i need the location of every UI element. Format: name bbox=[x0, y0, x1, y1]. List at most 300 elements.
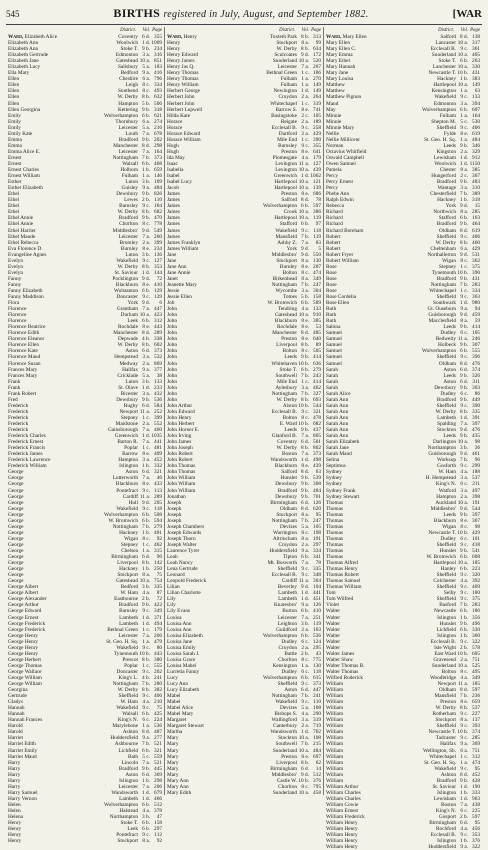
entry-name: Sarah Elizabeth bbox=[326, 439, 360, 446]
entry-district: Shepton M. bbox=[431, 118, 456, 125]
entry-volume: 1 d. bbox=[460, 795, 468, 802]
entry-page: 539 bbox=[313, 475, 321, 482]
register-column-2 bbox=[165, 27, 324, 795]
entry-district: Edmonton bbox=[115, 52, 138, 59]
entry-name: John Joseph bbox=[167, 445, 193, 452]
entry-volume: 6 d. bbox=[460, 378, 468, 385]
entry-volume: 6 b. bbox=[142, 287, 150, 294]
entry-volume: 8 a. bbox=[460, 209, 468, 216]
entry-district: Nottingham bbox=[271, 281, 297, 288]
entry-district: East Ward bbox=[434, 650, 456, 657]
entry-name: John Henry bbox=[167, 414, 192, 421]
entry-page: 317 bbox=[472, 40, 480, 47]
entry-volume: 2 a. bbox=[301, 723, 309, 730]
entry-volume: 1 b. bbox=[460, 197, 468, 204]
entry-name: Sarah bbox=[326, 372, 339, 379]
entry-page: 327 bbox=[313, 390, 321, 397]
entry-district: W. Derby bbox=[276, 445, 297, 452]
entry-volume: 1 c. bbox=[301, 100, 309, 107]
entry-page: 299 bbox=[472, 463, 480, 470]
entry-name: Walter bbox=[326, 626, 340, 633]
entry-volume: 9 d. bbox=[460, 451, 468, 458]
entry-page: 113 bbox=[154, 487, 162, 494]
entry-volume: 9 b. bbox=[142, 136, 150, 143]
entry-page: 451 bbox=[313, 596, 321, 603]
entry-name: Ida May bbox=[167, 154, 185, 161]
entry-district: Nottingham bbox=[430, 281, 456, 288]
entry-page: 392 bbox=[472, 578, 480, 585]
entry-district: Leeds bbox=[284, 354, 297, 361]
entry-district: Wakefield bbox=[116, 257, 138, 264]
entry-name: Samuel bbox=[326, 330, 342, 337]
entry-volume: 9 b. bbox=[460, 179, 468, 186]
entry-page: 371 bbox=[154, 614, 162, 621]
entry-page: 334 bbox=[472, 287, 480, 294]
entry-name: Richard bbox=[326, 215, 343, 222]
entry-district: Hunslet bbox=[439, 547, 456, 554]
entry-district: Mansfield bbox=[434, 693, 456, 700]
entry-volume: 11 a. bbox=[139, 493, 150, 500]
entry-district: Glanford B. bbox=[271, 433, 297, 440]
entry-name: Henry Thomas bbox=[167, 70, 199, 77]
entry-volume: 10 a. bbox=[298, 167, 309, 174]
entry-volume: 10 b. bbox=[298, 777, 309, 784]
entry-page: 338 bbox=[154, 336, 162, 343]
entry-name: Lilian Charlotte bbox=[167, 590, 201, 597]
entry-volume: 6 c. bbox=[301, 638, 309, 645]
entry-volume: 9 a. bbox=[142, 185, 150, 192]
entry-name: Mary bbox=[167, 771, 179, 778]
entry-district: Sheffield bbox=[436, 124, 456, 131]
entry-district: Newport bbox=[119, 408, 138, 415]
entry-volume: 8 e. bbox=[301, 324, 309, 331]
entry-name: Walter bbox=[326, 632, 340, 639]
entry-name: Mary Ann bbox=[167, 783, 189, 790]
entry-district: Dewsbury bbox=[275, 481, 297, 488]
entry-page: 322 bbox=[472, 638, 480, 645]
entry-page: 374 bbox=[472, 366, 480, 373]
entry-district: Hempstead bbox=[114, 354, 138, 361]
entry-name: Jessie bbox=[167, 287, 180, 294]
entry-volume: 9 d. bbox=[301, 584, 309, 591]
entry-page: 406 bbox=[472, 124, 480, 131]
entry-district: Sheffield bbox=[436, 233, 456, 240]
entry-name: Henry bbox=[8, 826, 22, 833]
entry-page: 608 bbox=[472, 554, 480, 561]
entry-name: Hugh bbox=[167, 148, 179, 155]
entry-volume: 9 c. bbox=[301, 408, 309, 415]
entry-volume: 8 e. bbox=[301, 106, 309, 113]
entry-district: Stockport bbox=[276, 40, 297, 47]
entry-page: 105 bbox=[313, 523, 321, 530]
entry-district: Southend bbox=[117, 88, 138, 95]
entry-district: Stepney bbox=[438, 263, 456, 270]
entry-name: George bbox=[8, 529, 24, 536]
entry-name: Evelyn bbox=[8, 257, 24, 264]
entry-name: George Edward bbox=[8, 608, 42, 615]
entry-name: Sarah Ann bbox=[326, 427, 349, 434]
entry-volume: 1 c. bbox=[142, 541, 150, 548]
entry-name: Thomas Henry bbox=[326, 566, 358, 573]
entry-volume: 11 a. bbox=[457, 681, 468, 688]
entry-volume: 9 c. bbox=[460, 711, 468, 718]
entry-district: Darlington bbox=[433, 439, 456, 446]
entry-name: William bbox=[326, 723, 344, 730]
entry-page: 429 bbox=[313, 130, 321, 137]
entry-name: Ethel bbox=[8, 203, 20, 210]
entry-district: Kettering bbox=[117, 106, 138, 113]
entry-page: 285 bbox=[472, 209, 480, 216]
entry-district: Liverpool bbox=[276, 759, 297, 766]
entry-name: Lily Evans bbox=[167, 608, 191, 615]
entry-volume: 8 b. bbox=[301, 342, 309, 349]
entry-volume: 10 a. bbox=[457, 82, 468, 89]
entry-name: Gladys bbox=[8, 699, 24, 706]
entry-district: Bradford bbox=[436, 179, 456, 186]
entry-page: 319 bbox=[313, 100, 321, 107]
entry-district: Wolverhampton bbox=[104, 511, 138, 518]
entry-name: Thomas bbox=[326, 535, 344, 542]
entry-name: Richard bbox=[326, 209, 343, 216]
entry-page: 555 bbox=[472, 348, 480, 355]
entry-district: Leeds bbox=[443, 324, 456, 331]
entry-volume: 1 d. bbox=[301, 173, 309, 180]
entry-name: Evangeline Agnes bbox=[8, 251, 47, 258]
entry-name: Job bbox=[167, 300, 175, 307]
entry-name: Henry James bbox=[167, 58, 195, 65]
entry-page: 99 bbox=[315, 40, 321, 47]
entry-page: 129 bbox=[154, 287, 162, 294]
entry-district: St. Geo. H. Sq. bbox=[424, 759, 456, 766]
entry-name: John bbox=[167, 330, 178, 337]
entry-page: 378 bbox=[154, 808, 162, 814]
entry-district: Toxteth Park bbox=[269, 34, 297, 40]
entry-volume: 3 b. bbox=[301, 620, 309, 627]
entry-page: 549 bbox=[154, 227, 162, 234]
entry-district: Guisborough bbox=[428, 312, 456, 319]
entry-volume: 6 a. bbox=[460, 245, 468, 252]
entry-name: Ward, Henry bbox=[167, 34, 197, 40]
entry-page: 72 bbox=[156, 275, 162, 282]
entry-name: Mary Jane bbox=[326, 70, 349, 77]
entry-name: Jane Ann bbox=[167, 263, 187, 270]
entry-page: 531 bbox=[472, 251, 480, 258]
entry-name: Mary Ellen bbox=[326, 40, 350, 47]
entry-district: Hampton bbox=[436, 493, 456, 500]
entry-name: Helena bbox=[8, 814, 23, 821]
entry-volume: 3 a. bbox=[460, 100, 468, 107]
entry-page: 119 bbox=[313, 215, 321, 222]
entry-name: George bbox=[8, 475, 24, 482]
entry-volume: 9 c. bbox=[142, 294, 150, 301]
entry-page: 423 bbox=[154, 312, 162, 319]
column-header-spacer bbox=[326, 27, 420, 34]
column-header-vol: Vol. bbox=[142, 28, 150, 33]
entry-volume: 10 b. bbox=[298, 402, 309, 409]
entry-volume: 11 a. bbox=[139, 408, 150, 415]
entry-page: 636 bbox=[313, 360, 321, 367]
entry-district: Sheffield bbox=[118, 693, 138, 700]
entry-name: Samuel bbox=[326, 342, 342, 349]
entry-page: 682 bbox=[313, 421, 321, 427]
entry-name: Mabel Alice bbox=[167, 705, 194, 712]
entry-district: Barnsley bbox=[119, 203, 138, 210]
entry-district: Burton bbox=[282, 608, 297, 615]
entry-district: Liverpool bbox=[117, 560, 138, 567]
entry-district: Newport bbox=[437, 681, 456, 688]
entry-volume: 6 b. bbox=[460, 608, 468, 615]
entry-page: 367 bbox=[472, 173, 480, 180]
entry-volume: 5 a. bbox=[142, 372, 150, 379]
entry-district: Dewsbury bbox=[275, 493, 297, 500]
entry-page: 236 bbox=[472, 693, 480, 700]
entry-district: Aylesbury bbox=[275, 384, 297, 391]
entry-page: 414 bbox=[313, 378, 321, 385]
entry-page: 163 bbox=[472, 215, 480, 222]
entry-volume: 9 b. bbox=[460, 324, 468, 331]
entry-page: 512 bbox=[313, 771, 321, 778]
entry-name: Violet bbox=[326, 602, 339, 609]
entry-name: George Henry bbox=[8, 632, 39, 639]
entry-page: 552 bbox=[154, 421, 162, 427]
entry-district: King's L. bbox=[118, 674, 138, 681]
entry-district: Bradford bbox=[277, 487, 297, 494]
title-births: BIRTHS bbox=[113, 6, 161, 20]
entry-page: 112 bbox=[154, 832, 162, 839]
entry-district: Pontefract bbox=[116, 487, 138, 494]
entry-volume: 8 d. bbox=[301, 469, 309, 476]
entry-district: Bedford bbox=[120, 70, 138, 77]
entry-district: Wolverhampton bbox=[263, 203, 297, 210]
entry-page: 431 bbox=[472, 275, 480, 282]
entry-page: 496 bbox=[472, 620, 480, 627]
entry-name: Henry bbox=[8, 838, 22, 845]
entry-name: Hannah bbox=[8, 711, 25, 718]
entry-district: Tynemouth bbox=[431, 269, 456, 276]
entry-volume: 8 e. bbox=[142, 481, 150, 488]
entry-name: William bbox=[326, 705, 344, 712]
entry-volume: 9 d. bbox=[460, 251, 468, 258]
entry-district: W. Derby bbox=[276, 46, 297, 53]
entry-name: Henry Jas Q. bbox=[167, 64, 195, 71]
entry-district: W. Derby bbox=[117, 342, 138, 349]
entry-name: Rose bbox=[326, 281, 337, 288]
entry-page: 619 bbox=[472, 227, 480, 234]
entry-name: Ethel Maude bbox=[8, 233, 36, 240]
entry-district: Sunderland bbox=[272, 747, 297, 754]
entry-page: 247 bbox=[313, 517, 321, 524]
entry-volume: 4 a. bbox=[142, 808, 150, 814]
entry-page: 216 bbox=[154, 124, 162, 131]
entry-name: John bbox=[167, 318, 178, 325]
entry-page: 121 bbox=[313, 179, 321, 186]
entry-volume: 5 b. bbox=[142, 100, 150, 107]
entry-volume: 7 a. bbox=[301, 451, 309, 458]
entry-page: 493 bbox=[154, 88, 162, 95]
entry-page: 391 bbox=[472, 414, 480, 421]
entry-name: Thomas Alfred bbox=[326, 560, 358, 567]
entry-name: Horace William bbox=[167, 136, 201, 143]
entry-district: Stockport bbox=[276, 257, 297, 264]
entry-name: Jane Annie bbox=[167, 269, 191, 276]
entry-name: Tom Wilfred bbox=[326, 596, 354, 603]
entry-name: James bbox=[167, 203, 180, 210]
entry-name: James Franklyn bbox=[167, 239, 201, 246]
entry-page: 980 bbox=[472, 300, 480, 307]
entry-name: Fanny Maddison bbox=[8, 294, 44, 301]
entry-district: Huddersfield bbox=[428, 844, 456, 850]
entry-volume: 10 a. bbox=[298, 215, 309, 222]
entry-volume: 7 b. bbox=[301, 741, 309, 748]
entry-volume: 10 b. bbox=[457, 650, 468, 657]
entry-volume: 10 b. bbox=[457, 70, 468, 77]
entry-district: Ecclesall B. bbox=[271, 124, 297, 131]
register-column-1 bbox=[6, 27, 165, 845]
entry-volume: 9 c. bbox=[460, 124, 468, 131]
entry-name: Herbert John bbox=[167, 94, 195, 101]
entry-name: John Arthur bbox=[167, 402, 193, 409]
entry-name: Hannah Frances bbox=[8, 717, 43, 724]
entry-volume: 1 c. bbox=[460, 263, 468, 270]
entry-page: 479 bbox=[154, 638, 162, 645]
entry-district: St. Geo. H. Sq. bbox=[424, 136, 456, 143]
entry-page: 263 bbox=[472, 58, 480, 65]
entry-page: 335 bbox=[472, 408, 480, 415]
entry-volume: 8 c. bbox=[142, 535, 150, 542]
entry-page: 659 bbox=[472, 699, 480, 706]
column-header-district: District. bbox=[120, 28, 136, 33]
entry-volume: 3 a. bbox=[301, 287, 309, 294]
entry-district: Bradford bbox=[436, 275, 456, 282]
entry-name: Rose Cordelia bbox=[326, 294, 357, 301]
entry-volume: 9 b. bbox=[142, 46, 150, 53]
entry-name: George bbox=[8, 541, 24, 548]
entry-district: Leicester bbox=[277, 64, 297, 71]
entry-page: 487 bbox=[154, 729, 162, 736]
entry-name: James bbox=[167, 227, 180, 234]
entry-district: Spalding bbox=[437, 421, 456, 427]
entry-name: Frederick bbox=[8, 414, 29, 421]
entry-page: 104 bbox=[313, 584, 321, 591]
entry-volume: 9 b. bbox=[460, 547, 468, 554]
entry-page: 795 bbox=[313, 783, 321, 790]
entry-volume: 8 a. bbox=[301, 257, 309, 264]
entry-page: 98 bbox=[474, 439, 480, 446]
entry-district: Preston bbox=[281, 753, 297, 760]
entry-volume: 8 c. bbox=[142, 221, 150, 228]
entry-page: 447 bbox=[154, 306, 162, 313]
entry-page: 130 bbox=[313, 662, 321, 669]
entry-name: Robert bbox=[326, 245, 341, 252]
entry-name: Rose Ellen bbox=[326, 300, 350, 307]
entry-name: Percy bbox=[326, 185, 339, 192]
entry-volume: 1 d. bbox=[142, 795, 150, 802]
entry-page: 594 bbox=[154, 517, 162, 524]
entry-volume: 8 e. bbox=[142, 451, 150, 458]
entry-page: 304 bbox=[313, 578, 321, 585]
entry-volume: 5 c. bbox=[460, 118, 468, 125]
entry-surname: Ward, bbox=[326, 34, 342, 40]
entry-volume: 9 c. bbox=[460, 463, 468, 470]
entry-page: 484 bbox=[313, 487, 321, 494]
entry-page: 285 bbox=[472, 735, 480, 742]
entry-volume: 3 a. bbox=[460, 185, 468, 192]
entry-name: Harry bbox=[8, 771, 21, 778]
entry-name: Elizabeth Ann bbox=[8, 46, 39, 53]
entry-page: 401 bbox=[154, 529, 162, 536]
entry-district: Rochford bbox=[435, 826, 456, 833]
entry-name: George Henry bbox=[8, 644, 39, 651]
entry-district: Wycombe bbox=[275, 287, 297, 294]
entry-district: W. Derby bbox=[435, 705, 456, 712]
entry-page: 474 bbox=[313, 269, 321, 276]
entry-district: Blackburn bbox=[115, 281, 138, 288]
entry-district: Middlesbro' bbox=[112, 227, 138, 234]
entry-page: 295 bbox=[313, 644, 321, 651]
entry-volume: 6 c. bbox=[142, 717, 150, 724]
entry-district: Islington bbox=[119, 463, 138, 470]
register-entry bbox=[326, 844, 480, 850]
entry-volume: 7 a. bbox=[301, 614, 309, 621]
entry-page: 376 bbox=[313, 777, 321, 784]
entry-volume: 9 c. bbox=[301, 124, 309, 131]
entry-page: 458 bbox=[313, 789, 321, 796]
entry-name: William Henry bbox=[326, 844, 358, 850]
entry-district: Poplar bbox=[124, 662, 138, 669]
entry-volume: 6 b. bbox=[142, 826, 150, 833]
entry-volume: 4 b. bbox=[142, 336, 150, 343]
entry-page: 158 bbox=[154, 820, 162, 827]
entry-volume: 9 b. bbox=[301, 481, 309, 488]
entry-district: St. Saviour bbox=[432, 783, 456, 790]
entry-district: Sunderland bbox=[431, 662, 456, 669]
entry-district: Preston bbox=[440, 699, 456, 706]
entry-volume: 10 a. bbox=[298, 735, 309, 742]
entry-page: 180 bbox=[472, 590, 480, 597]
entry-name: Thomas bbox=[326, 529, 344, 536]
entry-volume: 6 d. bbox=[460, 366, 468, 373]
entry-volume: 8 b. bbox=[460, 705, 468, 712]
entry-name: Mary Ellen C. bbox=[326, 46, 357, 53]
entry-volume: 9 c. bbox=[301, 699, 309, 706]
entry-district: Bolton bbox=[282, 414, 297, 421]
entry-page: 425 bbox=[154, 711, 162, 718]
entry-volume: 6 d. bbox=[301, 765, 309, 772]
entry-page: 439 bbox=[313, 167, 321, 174]
entry-page: 355 bbox=[313, 142, 321, 149]
entry-name: Ward, Mary Ellen bbox=[326, 34, 367, 40]
entry-volume: 9 b. bbox=[460, 384, 468, 391]
entry-page: 476 bbox=[472, 427, 480, 434]
entry-name: George bbox=[8, 469, 24, 476]
entry-volume: 1 b. bbox=[460, 838, 468, 845]
entry-name: Leah bbox=[167, 554, 178, 561]
entry-page: 659 bbox=[154, 167, 162, 174]
entry-name: Joseph Chambers bbox=[167, 523, 205, 530]
entry-district: Wigan bbox=[442, 523, 456, 530]
entry-district: Wolverhampton bbox=[263, 674, 297, 681]
entry-district: Whitechapel bbox=[429, 753, 456, 760]
entry-volume: 9 c. bbox=[460, 735, 468, 742]
entry-page: 15 bbox=[474, 203, 480, 210]
entry-page: 318 bbox=[472, 197, 480, 204]
entry-name: Mabel bbox=[167, 693, 181, 700]
entry-page: 682 bbox=[154, 209, 162, 216]
entry-district: Bradford bbox=[118, 136, 138, 143]
entry-name: Florence Ellen bbox=[8, 342, 40, 349]
entry-surname: Ward, bbox=[8, 34, 24, 40]
entry-district: Sheffield bbox=[436, 572, 456, 579]
